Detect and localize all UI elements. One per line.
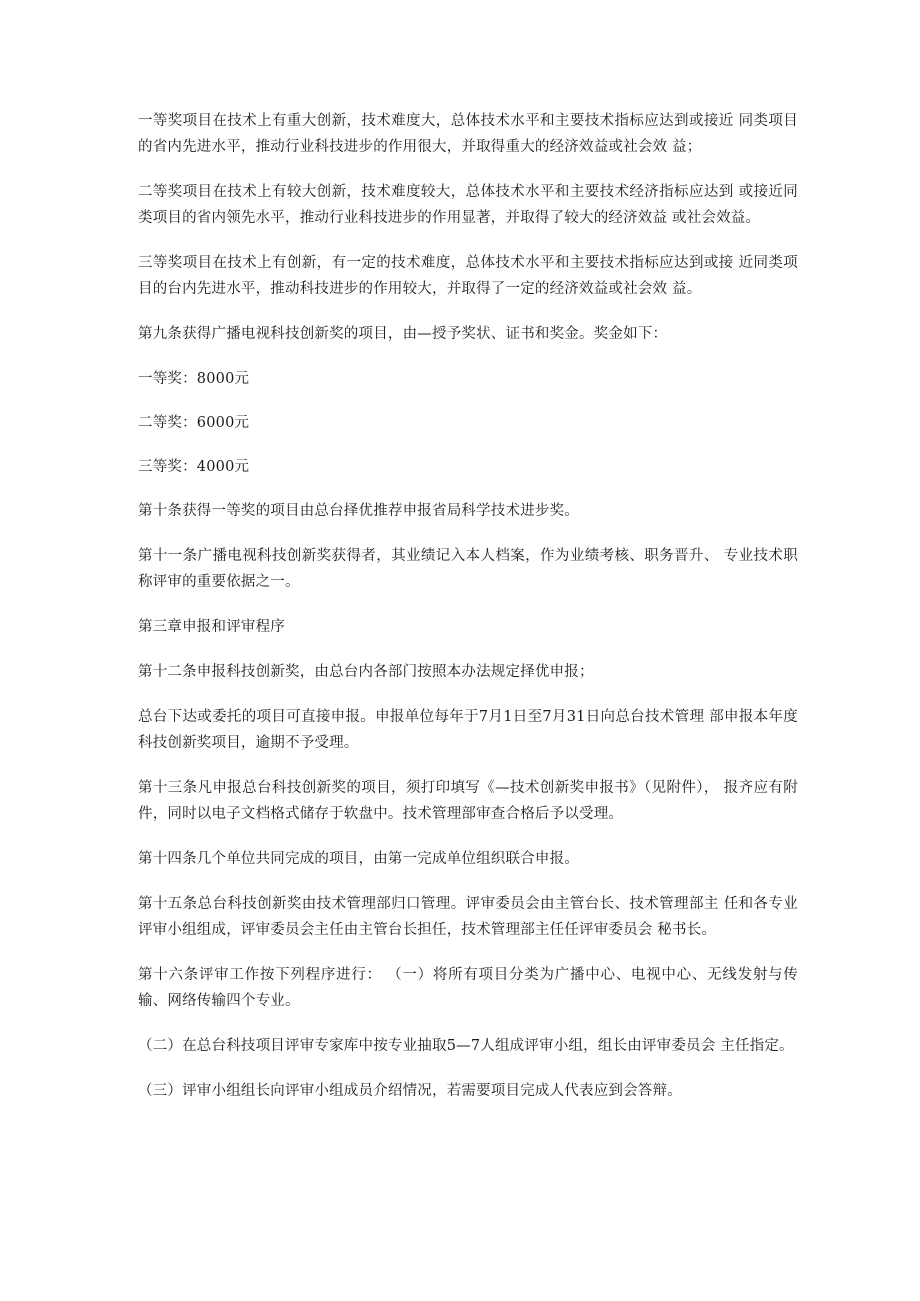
paragraph-article-13: 第十三条凡申报总台科技创新奖的项目，须打印填写《—技术创新奖申报书》（见附件）， 报齐应有附件，同时以电子文档格式储存于软盘中。技术管理部审查合格后予以受理。: [138, 780, 798, 822]
paragraph-second-prize-amount: 二等奖：6000元: [138, 415, 250, 431]
paragraph-article-14: 第十四条几个单位共同完成的项目，由第一完成单位组织联合申报。: [138, 851, 579, 867]
paragraph-step-3: （三）评审小组组长向评审小组成员介绍情况，若需要项目完成人代表应到会答辩。: [138, 1083, 682, 1099]
document-body: [138, 108, 798, 1123]
chapter-heading-3: 第三章申报和评审程序: [138, 619, 285, 635]
paragraph-third-prize-criteria: 三等奖项目在技术上有创新，有一定的技术难度，总体技术水平和主要技术指标应达到或接 近同类项目的台内先进水平，推动科技进步的作用较大，并取得了一定的经济效益或社会效 益。: [138, 255, 798, 297]
paragraph-article-15: 第十五条总台科技创新奖由技术管理部归口管理。评审委员会由主管台长、技术管理部主 任和各专业评审小组组成，评审委员会主任由主管台长担任，技术管理部主任任评审委员会 秘书长。: [138, 896, 798, 938]
paragraph-second-prize-criteria: 二等奖项目在技术上有较大创新，技术难度较大，总体技术水平和主要技术经济指标应达到 或接近同类项目的省内领先水平，推动行业科技进步的作用显著，并取得了较大的经济效益 或社会效益。: [138, 184, 798, 226]
paragraph-step-2: （二）在总台科技项目评审专家库中按专业抽取5—7人组成评审小组，组长由评审委员会 主任指定。: [138, 1038, 794, 1054]
paragraph-first-prize-criteria: 一等奖项目在技术上有重大创新，技术难度大，总体技术水平和主要技术指标应达到或接近 同类项目的省内先进水平，推动行业科技进步的作用很大，并取得重大的经济效益或社会效 益；: [138, 113, 798, 155]
paragraph-article-11: 第十一条广播电视科技创新奖获得者，其业绩记入本人档案，作为业绩考核、职务晋升、 专业技术职称评审的重要依据之一。: [138, 548, 798, 590]
paragraph-article-12: 第十二条申报科技创新奖，由总台内各部门按照本办法规定择优申报；: [138, 664, 594, 680]
paragraph-article-10: 第十条获得一等奖的项目由总台择优推荐申报省局科学技术进步奖。: [138, 503, 579, 519]
paragraph-article-9: 第九条获得广播电视科技创新奖的项目，由—授予奖状、证书和奖金。奖金如下：: [138, 326, 668, 342]
paragraph-direct-application: 总台下达或委托的项目可直接申报。申报单位每年于7月1日至7月31日向总台技术管理 部申报本年度科技创新奖项目，逾期不予受理。: [138, 709, 798, 751]
paragraph-third-prize-amount: 三等奖：4000元: [138, 459, 250, 475]
paragraph-article-16: 第十六条评审工作按下列程序进行： （一）将所有项目分类为广播中心、电视中心、无线发射与传输、网络传输四个专业。: [138, 967, 798, 1009]
paragraph-first-prize-amount: 一等奖：8000元: [138, 371, 250, 387]
